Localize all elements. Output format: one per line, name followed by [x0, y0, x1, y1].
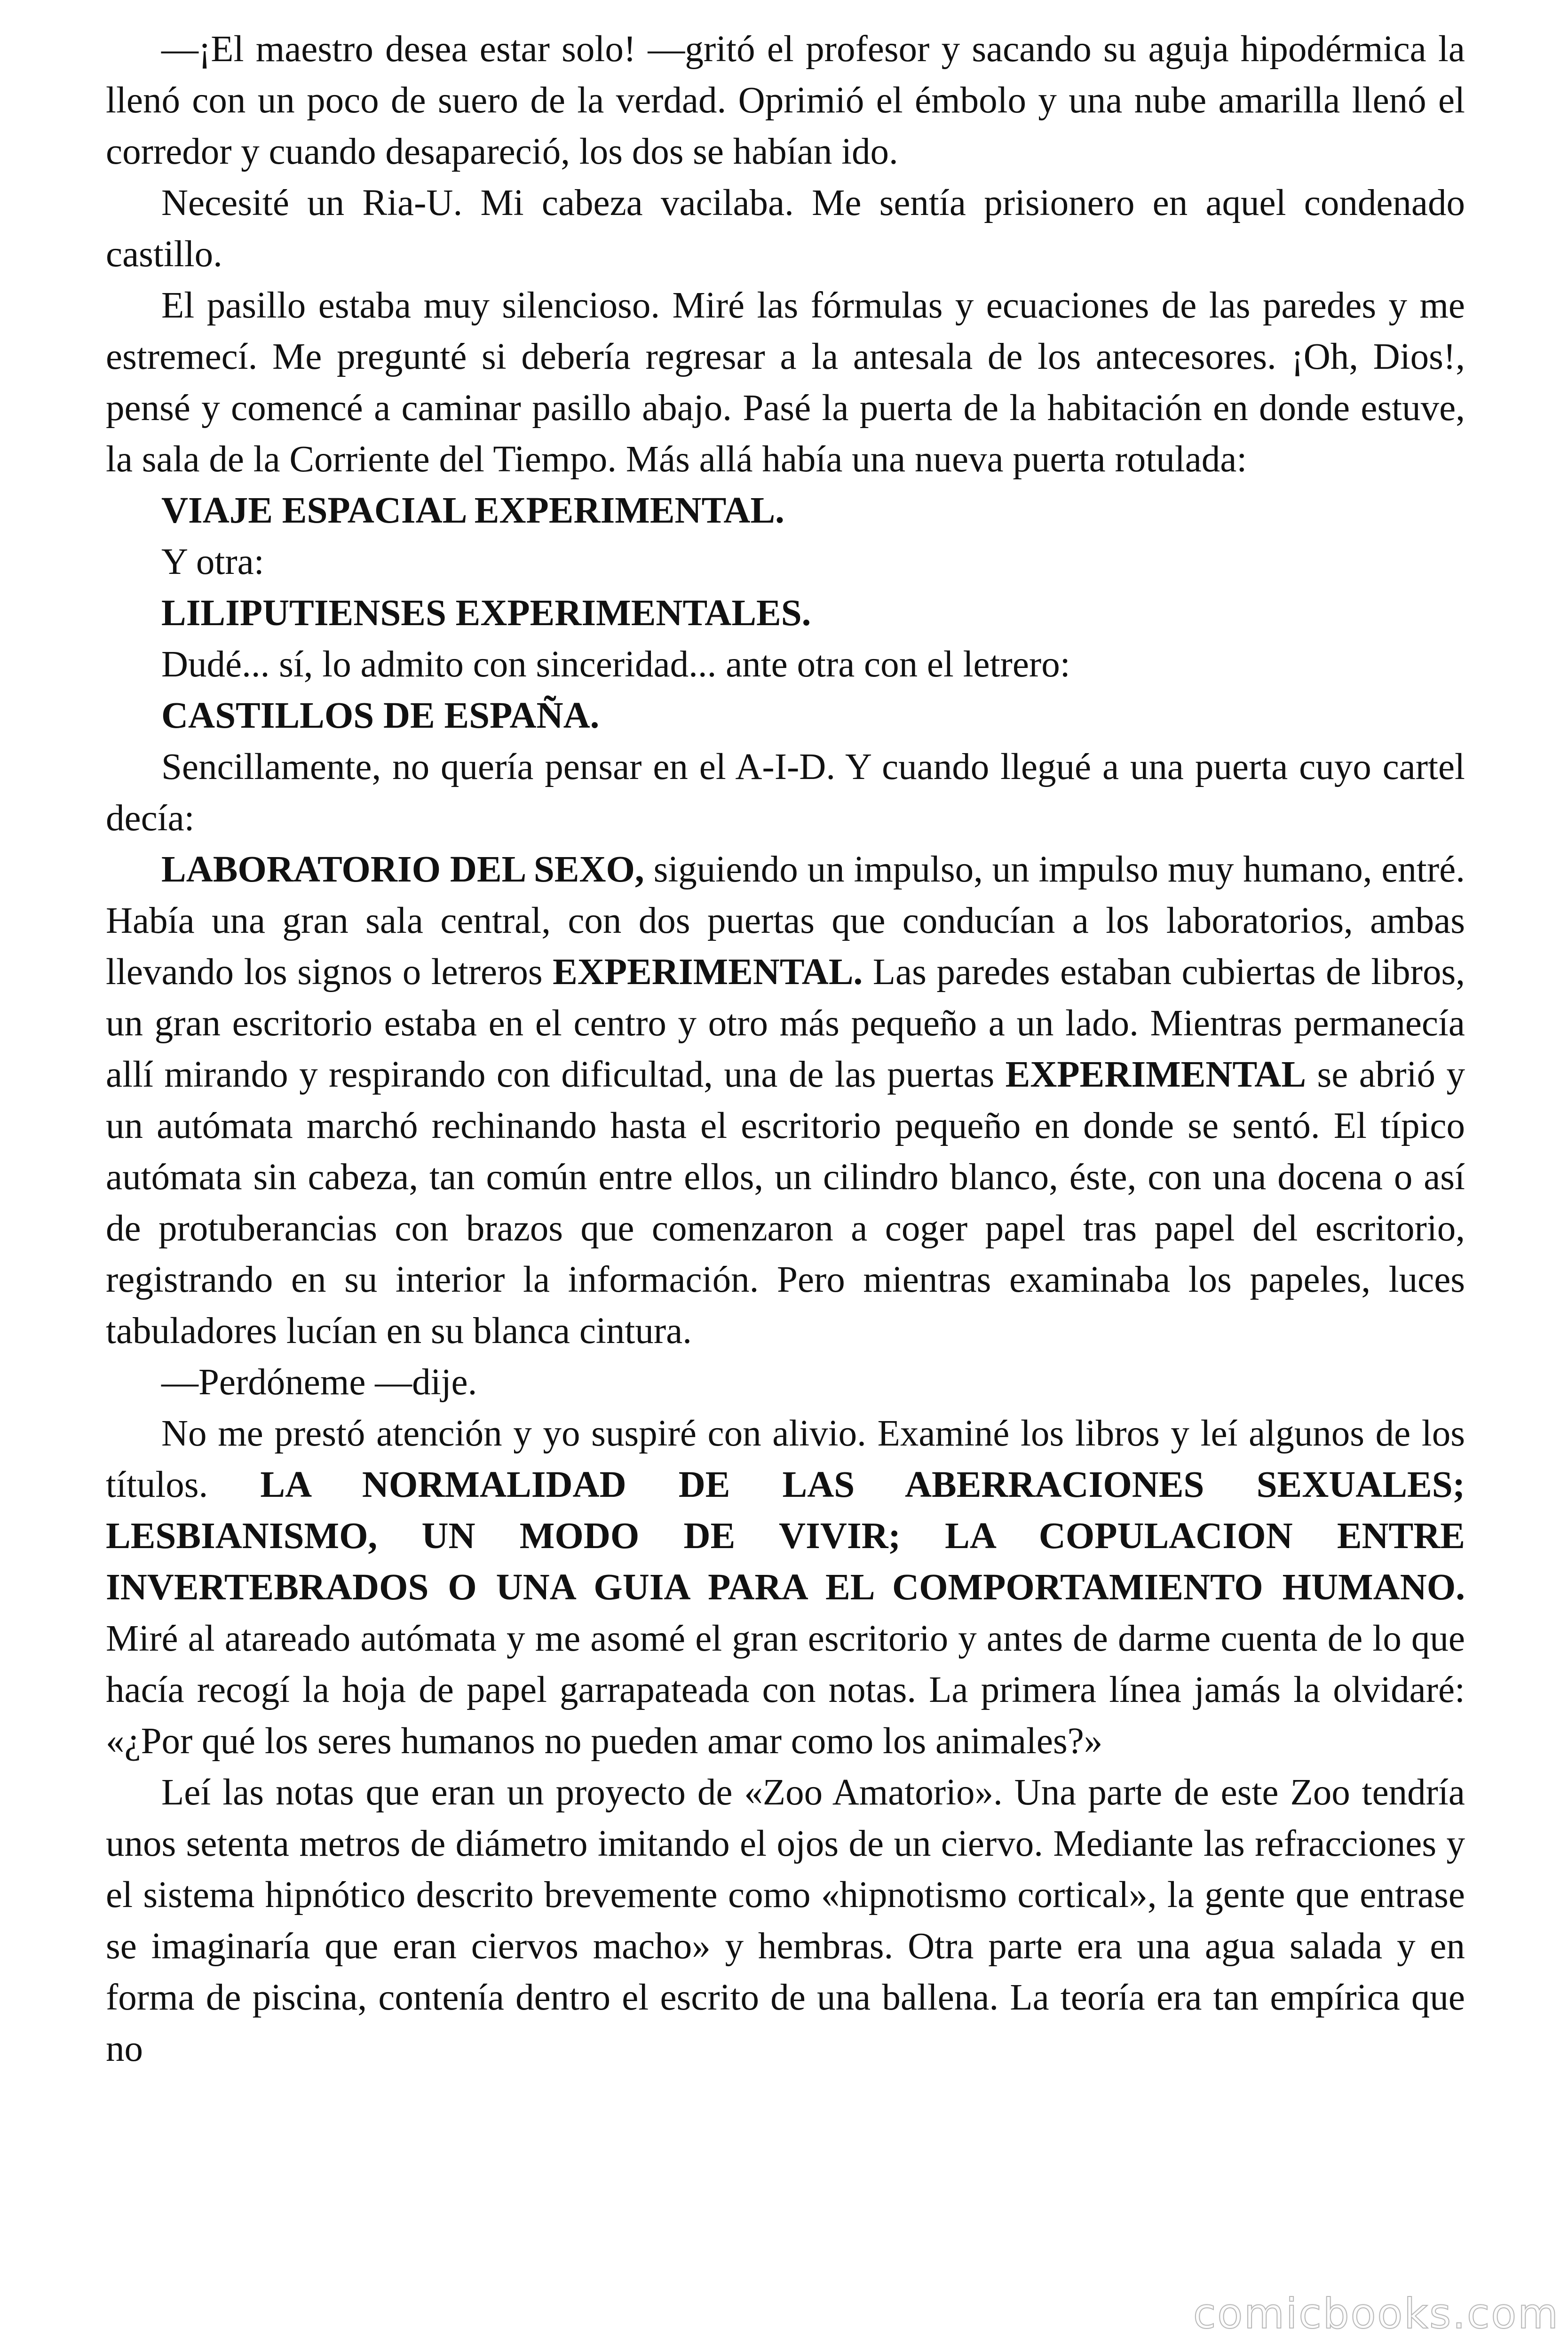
text-run: Dudé... sí, lo admito con sinceridad... ante otra con el letrero:: [161, 644, 1070, 685]
bold-text-run: EXPERIMENTAL: [1005, 1054, 1307, 1095]
paragraph: [106, 1767, 1465, 2074]
text-run: se abrió y un autómata marchó rechinando hasta el escritorio pequeño en donde se sentó. El típico autómata sin cabeza, tan común entre ellos, un cilindro blanco, éste, con una docena o así de protuberancias con brazos que comenzaron a coger papel tras papel del escritorio, registrando en su interior la información. Pero mientras examinaba los papeles, luces tabuladores lucían en su blanca cintura.: [106, 1054, 1465, 1351]
paragraph: [106, 1408, 1465, 1767]
text-run: No me prestó atención y yo suspiré con alivio. Examiné los libros y leí algunos de los títulos.: [106, 1413, 1465, 1505]
paragraph: [106, 639, 1465, 690]
text-run: Necesité un Ria-U. Mi cabeza vacilaba. Me sentía prisionero en aquel condenado castillo.: [106, 183, 1465, 275]
door-sign: [106, 485, 1465, 536]
paragraph: [106, 24, 1465, 177]
door-sign: [106, 690, 1465, 741]
text-run: —¡El maestro desea estar solo! —gritó el profesor y sacando su aguja hipodérmica la llenó con un poco de suero de la verdad. Oprimió el émbolo y una nube amarilla llenó el corredor y cuando desapareció, los dos se habían ido.: [106, 29, 1465, 172]
bold-text-run: LA NORMALIDAD DE LAS ABERRACIONES SEXUALES; LESBIANISMO, UN MODO DE VIVIR; LA COPULACION ENTRE INVERTEBRADOS O UNA GUIA PARA EL COMPORTAMIENTO HUMANO.: [106, 1464, 1465, 1608]
document-page: [106, 24, 1465, 2343]
text-run: siguiendo un impulso, un impulso muy humano, entré. Había una gran sala central, con dos puertas que conducían a los laboratorios, ambas llevando los signos o letreros: [106, 849, 1465, 993]
watermark: comicbooks.com: [1193, 2289, 1560, 2338]
bold-text-run: LABORATORIO DEL SEXO,: [161, 849, 644, 890]
paragraph: [106, 844, 1465, 1357]
paragraph: [106, 1357, 1465, 1408]
bold-text-run: LILIPUTIENSES EXPERIMENTALES.: [161, 593, 811, 634]
paragraph: [106, 536, 1465, 588]
text-run: Las paredes estaban cubiertas de libros, un gran escritorio estaba en el centro y otro más pequeño a un lado. Mientras permanecía allí mirando y respirando con dificultad, una de las puertas: [106, 952, 1465, 1095]
bold-text-run: EXPERIMENTAL.: [553, 952, 863, 993]
paragraph: [106, 741, 1465, 844]
text-run: —Perdóneme —dije.: [161, 1362, 477, 1403]
text-run: Sencillamente, no quería pensar en el A-I-D. Y cuando llegué a una puerta cuyo cartel decía:: [106, 747, 1465, 839]
paragraph: [106, 177, 1465, 280]
text-run: Y otra:: [161, 541, 264, 582]
text-run: Leí las notas que eran un proyecto de «Zoo Amatorio». Una parte de este Zoo tendría unos setenta metros de diámetro imitando el ojos de un ciervo. Mediante las refracciones y el sistema hipnótico descrito brevemente como «hipnotismo cortical», la gente que entrase se imaginaría que eran ciervos macho» y hembras. Otra parte era una agua salada y en forma de piscina, contenía dentro el escrito de una ballena. La teoría era tan empírica que no: [106, 1772, 1465, 2069]
door-sign: [106, 588, 1465, 639]
bold-text-run: VIAJE ESPACIAL EXPERIMENTAL.: [161, 490, 784, 531]
bold-text-run: CASTILLOS DE ESPAÑA.: [161, 695, 600, 736]
text-run: Miré al atareado autómata y me asomé el gran escritorio y antes de darme cuenta de lo que hacía recogí la hoja de papel garrapateada con notas. La primera línea jamás la olvidaré: «¿Por qué los seres humanos no pueden amar como los animales?»: [106, 1618, 1465, 1762]
text-run: El pasillo estaba muy silencioso. Miré las fórmulas y ecuaciones de las paredes y me estremecí. Me pregunté si debería regresar a la antesala de los antecesores. ¡Oh, Dios!, pensé y comencé a caminar pasillo abajo. Pasé la puerta de la habitación en donde estuve, la sala de la Corriente del Tiempo. Más allá había una nueva puerta rotulada:: [106, 285, 1465, 480]
paragraph: [106, 280, 1465, 485]
